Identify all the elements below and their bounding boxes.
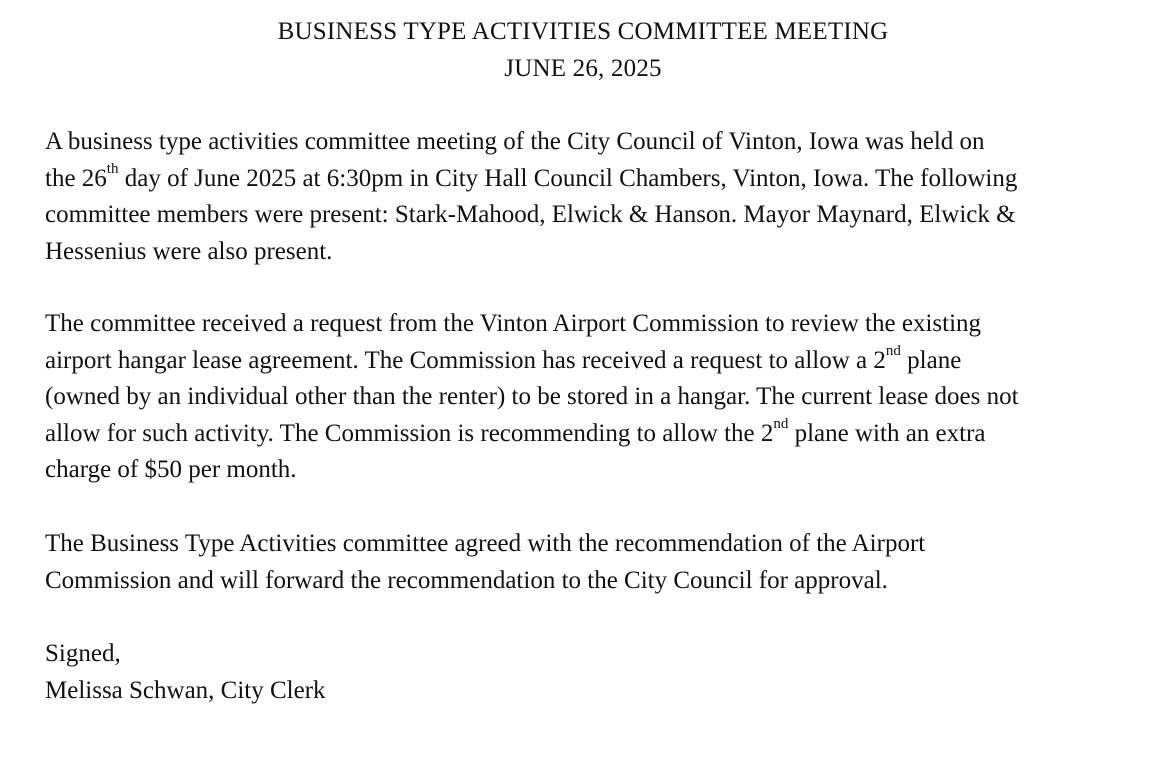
paragraph-line: Hessenius were also present. (45, 237, 333, 265)
paragraph-line: Commission and will forward the recommendation to the City Council for approval. (45, 566, 888, 594)
line-text: airport hangar lease agreement. The Commission has received a request to allow a 2 (45, 346, 886, 374)
attendance-paragraph (45, 124, 1125, 270)
signature-block (45, 636, 1125, 709)
line-text: the 26 (45, 164, 107, 192)
paragraph-line: The committee received a request from the Vinton Airport Commission to review the existing (45, 310, 982, 337)
line-text: plane with an extra (788, 419, 986, 447)
line-text: allow for such activity. The Commission is recommending to allow the 2 (45, 419, 774, 447)
request-paragraph (45, 306, 1125, 489)
line-text: plane (900, 346, 962, 374)
meeting-date: JUNE 26, 2025 (504, 55, 662, 82)
ordinal-suffix: th (106, 161, 119, 178)
paragraph-line: committee members were present: Stark-Mahood, Elwick & Hanson. Mayor Maynard, Elwick & (45, 201, 1016, 228)
paragraph-line: A business type activities committee meeting of the City Council of Vinton, Iowa was held on (45, 128, 985, 155)
line-text: day of June 2025 at 6:30pm in City Hall Council Chambers, Vinton, Iowa. The following (118, 164, 1018, 192)
document-title: BUSINESS TYPE ACTIVITIES COMMITTEE MEETING (277, 18, 889, 45)
paragraph-line: (owned by an individual other than the renter) to be stored in a hangar. The current lease does not (45, 383, 1019, 410)
paragraph-line (45, 416, 1125, 453)
ordinal-suffix: nd (773, 416, 789, 433)
paragraph-line (45, 161, 1125, 198)
ordinal-suffix: nd (885, 343, 901, 360)
decision-paragraph (45, 526, 1125, 599)
signed-label: Signed, (45, 640, 121, 667)
paragraph-line: charge of $50 per month. (45, 456, 297, 483)
signer-name: Melissa Schwan, City Clerk (45, 676, 326, 704)
paragraph-line (45, 343, 1125, 380)
paragraph-line: The Business Type Activities committee agreed with the recommendation of the Airport (45, 530, 926, 557)
